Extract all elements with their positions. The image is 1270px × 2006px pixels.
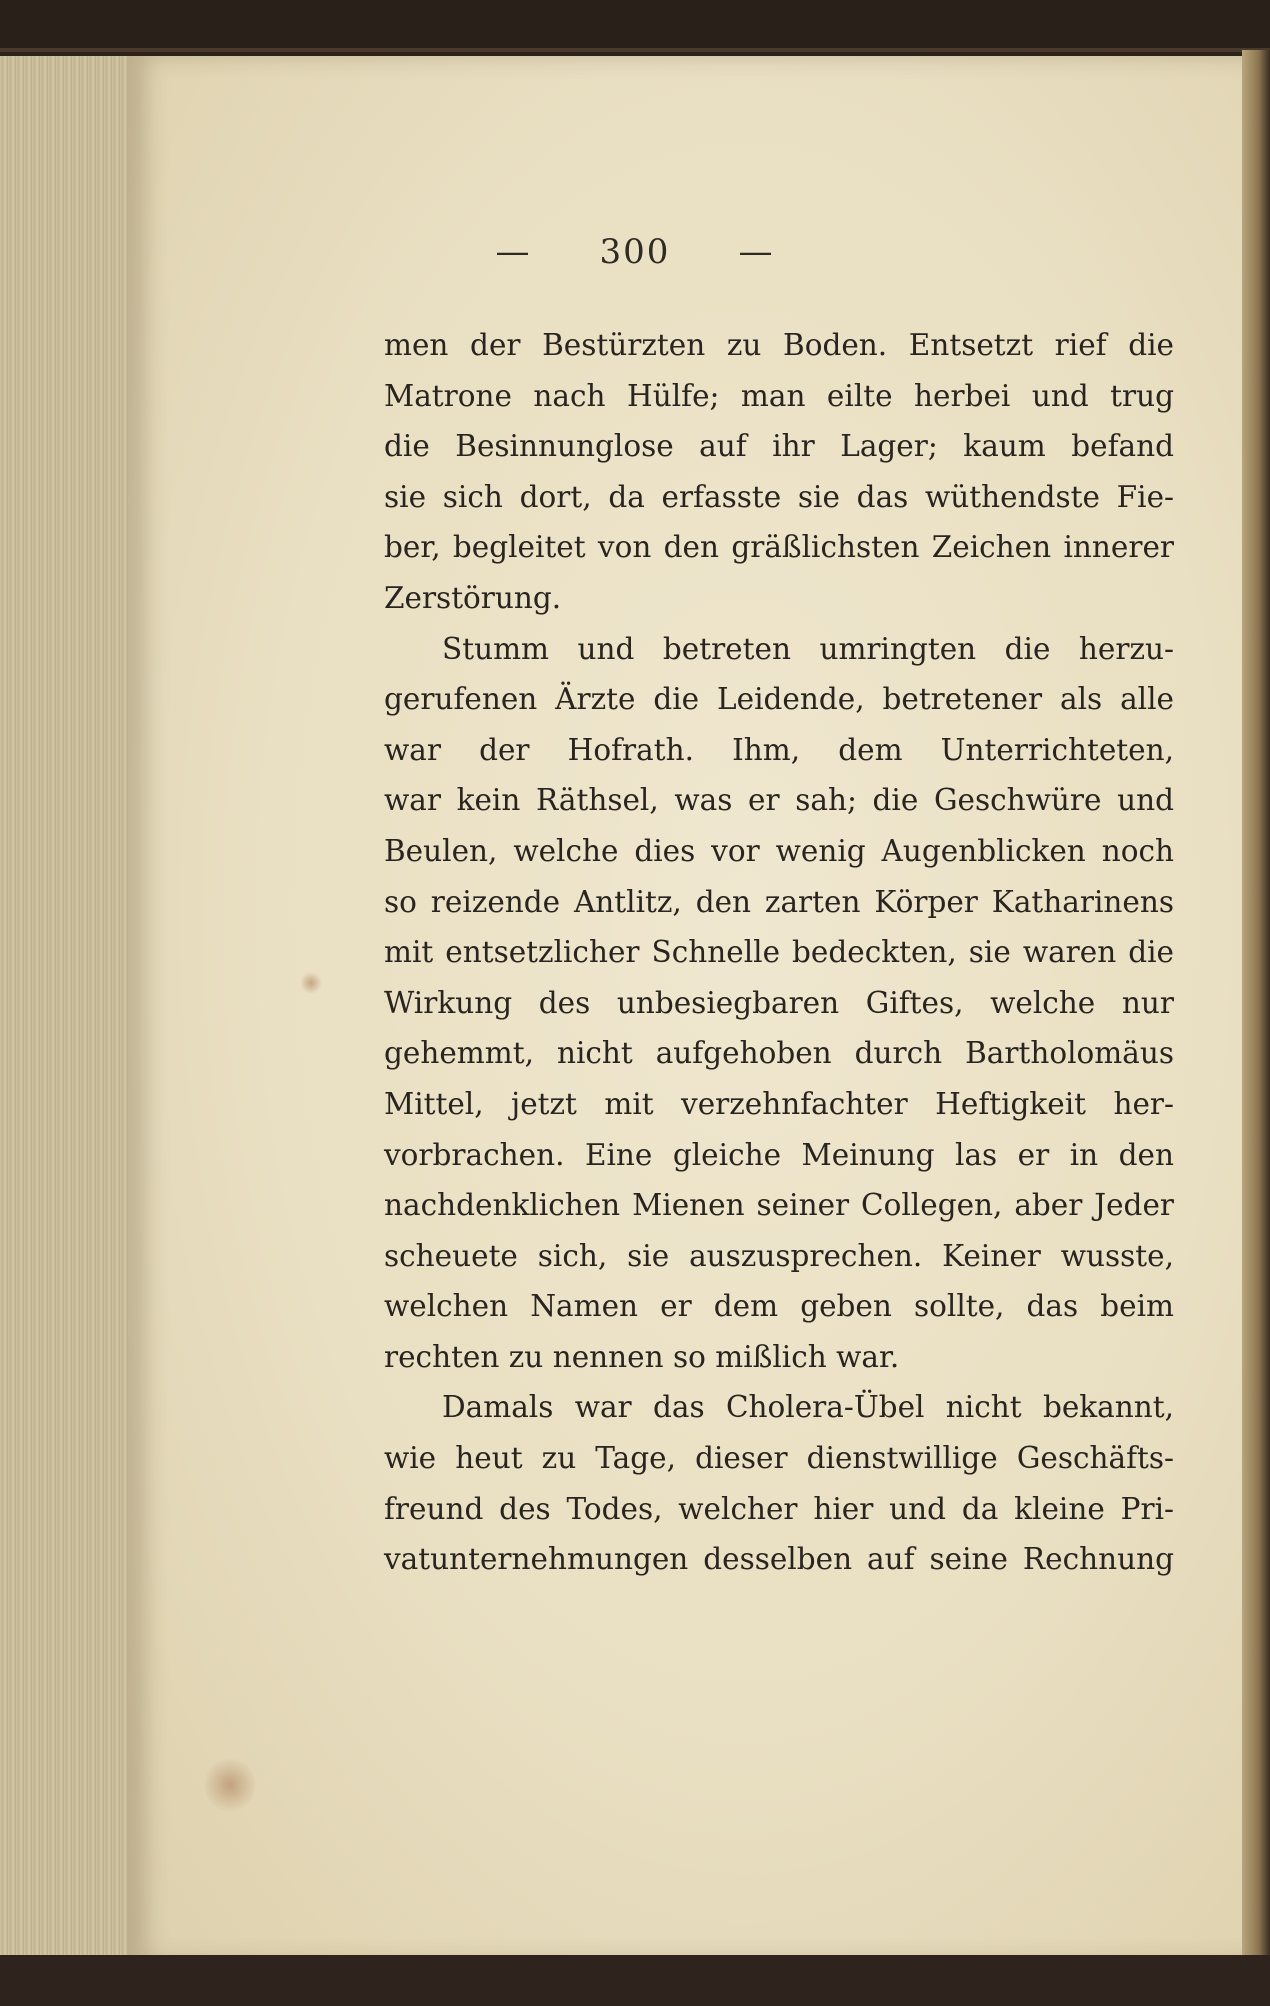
text-line: so reizende Antlitz, den zarten Körper Katharinens (384, 884, 1174, 919)
text-line: gehemmt, nicht aufgehoben durch Bartholomäus (384, 1036, 1174, 1071)
text-line: rechten zu nennen so mißlich war. (384, 1339, 900, 1374)
foxing-stain (300, 972, 322, 994)
text-line: Wirkung des unbesiegbaren Giftes, welche nur (384, 985, 1174, 1020)
text-line: die Besinnunglose auf ihr Lager; kaum befand (384, 429, 1174, 464)
text-line: Beulen, welche dies vor wenig Augenblicken noch (384, 833, 1174, 868)
text-line: Matrone nach Hülfe; man eilte herbei und trug (384, 378, 1174, 413)
text-line: nachdenklichen Mienen seiner Collegen, aber Jeder (384, 1188, 1174, 1223)
text-line: ber, begleitet von den gräßlichsten Zeichen innerer (384, 530, 1174, 565)
text-line: vatunternehmungen desselben auf seine Rechnung (384, 1542, 1174, 1577)
text-line: Zerstörung. (384, 580, 562, 615)
page-edges-left (0, 56, 135, 1961)
header-dash-left: — (495, 232, 532, 272)
text-line: men der Bestürzten zu Boden. Entsetzt rief die (384, 328, 1174, 362)
text-line: welchen Namen er dem geben sollte, das beim (384, 1289, 1174, 1324)
text-line: scheuete sich, sie auszusprechen. Keiner wusste, (384, 1238, 1174, 1273)
text-line: war kein Räthsel, was er sah; die Geschwüre und (384, 783, 1174, 818)
book-cover-bottom (0, 1955, 1270, 2006)
header-dash-right: — (738, 232, 775, 272)
page-edge-right (1242, 50, 1270, 1965)
foxing-stain (205, 1755, 255, 1815)
text-line: mit entsetzlicher Schnelle bedeckten, sie waren die (384, 935, 1174, 970)
text-line: gerufenen Ärzte die Leidende, betretener als alle (384, 682, 1174, 717)
text-line: freund des Todes, welcher hier und da kleine Pri- (384, 1491, 1174, 1526)
book-cover-top (0, 0, 1270, 52)
text-line: vorbrachen. Eine gleiche Meinung las er in den (384, 1137, 1174, 1172)
page-number-header (0, 232, 1270, 272)
text-line: wie heut zu Tage, dieser dienstwillige Geschäfts- (384, 1441, 1174, 1476)
text-line: Damals war das Cholera-Übel nicht bekannt, (442, 1390, 1174, 1425)
page-number: 300 (599, 232, 671, 272)
text-line: Mittel, jetzt mit verzehnfachter Heftigkeit her- (384, 1086, 1174, 1121)
text-line: Stumm und betreten umringten die herzu- (442, 631, 1174, 666)
text-line: sie sich dort, da erfasste sie das wüthendste Fie- (384, 479, 1174, 514)
body-text (384, 320, 1174, 1585)
text-line: war der Hofrath. Ihm, dem Unterrichteten, (384, 732, 1174, 767)
